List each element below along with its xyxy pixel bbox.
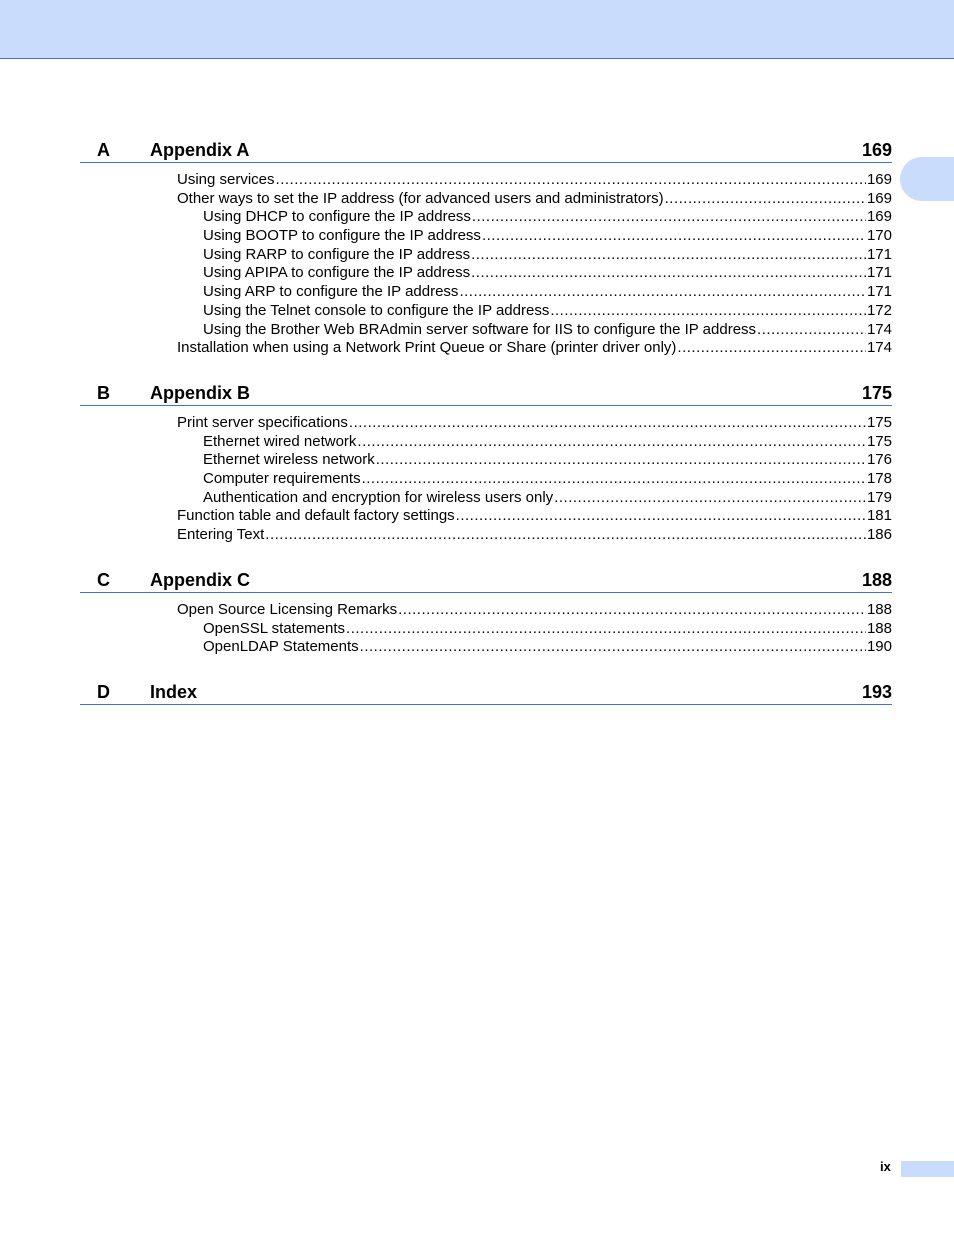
toc-entry-page: 169 xyxy=(866,171,892,188)
toc-entry-title: Using the Telnet console to configure the IP address xyxy=(203,301,550,319)
dot-leader xyxy=(456,507,866,526)
dot-leader xyxy=(349,414,866,433)
chapter-heading[interactable] xyxy=(80,135,892,163)
toc-entry-page: 188 xyxy=(866,601,892,618)
toc-entry-title: Using ARP to configure the IP address xyxy=(203,283,459,301)
dot-leader xyxy=(482,227,866,246)
toc-entry-page: 175 xyxy=(866,414,892,431)
toc-entry-title: Using APIPA to configure the IP address xyxy=(203,264,471,282)
toc-entry[interactable] xyxy=(80,321,892,340)
chapter-letter: A xyxy=(97,140,110,160)
toc-entry[interactable] xyxy=(80,470,892,489)
toc-entry[interactable] xyxy=(80,451,892,470)
dot-leader xyxy=(265,526,866,545)
toc-entry-title: Ethernet wireless network xyxy=(203,451,375,469)
toc-entry[interactable] xyxy=(80,433,892,452)
toc-entry[interactable] xyxy=(80,208,892,227)
toc-entry[interactable] xyxy=(80,171,892,190)
toc-entry[interactable] xyxy=(80,227,892,246)
dot-leader xyxy=(665,190,866,209)
toc-entry-list xyxy=(80,601,892,657)
toc-entry[interactable] xyxy=(80,264,892,283)
dot-leader xyxy=(357,433,866,452)
toc-entry-page: 169 xyxy=(866,208,892,226)
header-band xyxy=(0,0,954,59)
chapter-letter: C xyxy=(97,570,110,590)
chapter-title: Appendix B xyxy=(150,383,251,403)
toc-entry[interactable] xyxy=(80,489,892,508)
chapter-page-number: 175 xyxy=(861,383,892,403)
chapter-b xyxy=(80,378,892,545)
page-number: ix xyxy=(880,1159,891,1174)
chapter-a xyxy=(80,135,892,358)
chapter-c xyxy=(80,565,892,657)
chapter-page-number: 193 xyxy=(861,682,892,702)
toc-entry-page: 178 xyxy=(866,470,892,488)
chapter-heading[interactable] xyxy=(80,378,892,406)
dot-leader xyxy=(362,470,866,489)
toc-entry-page: 186 xyxy=(866,526,892,544)
toc-entry-title: Using RARP to configure the IP address xyxy=(203,245,471,263)
toc-entry-list xyxy=(80,414,892,545)
toc-entry-title: Installation when using a Network Print Queue or Share (printer driver only) xyxy=(177,339,677,357)
dot-leader xyxy=(554,489,866,508)
toc-entry-title: Ethernet wired network xyxy=(203,432,357,450)
chapter-page-number: 169 xyxy=(861,140,892,160)
dot-leader xyxy=(550,302,866,321)
toc-entry-list xyxy=(80,171,892,358)
chapter-d xyxy=(80,677,892,705)
toc-entry[interactable] xyxy=(80,638,892,657)
toc-entry-title: Other ways to set the IP address (for advanced users and administrators) xyxy=(177,189,664,207)
toc-entry[interactable] xyxy=(80,190,892,209)
chapter-letter: B xyxy=(97,383,110,403)
toc-entry[interactable] xyxy=(80,526,892,545)
toc-entry-title: Print server specifications xyxy=(177,414,348,431)
toc-entry[interactable] xyxy=(80,283,892,302)
toc-entry-title: OpenSSL statements xyxy=(203,619,346,637)
dot-leader xyxy=(346,620,866,639)
toc-entry-title: Using DHCP to configure the IP address xyxy=(203,208,471,226)
dot-leader xyxy=(398,601,866,620)
dot-leader xyxy=(459,283,866,302)
toc-entry-page: 169 xyxy=(866,189,892,207)
chapter-side-tab xyxy=(900,157,954,201)
footer-tab xyxy=(901,1161,954,1177)
toc-entry[interactable] xyxy=(80,246,892,265)
toc-entry-title: OpenLDAP Statements xyxy=(203,638,359,656)
dot-leader xyxy=(360,638,866,657)
toc-entry[interactable] xyxy=(80,601,892,620)
toc-entry-page: 188 xyxy=(866,619,892,637)
toc-entry[interactable] xyxy=(80,339,892,358)
toc-entry-page: 171 xyxy=(866,245,892,263)
toc-entry-title: Using the Brother Web BRAdmin server software for IIS to configure the IP address xyxy=(203,320,757,338)
dot-leader xyxy=(471,246,866,265)
toc-entry-title: Computer requirements xyxy=(203,470,361,488)
toc-entry-page: 190 xyxy=(866,638,892,656)
toc-entry-title: Using services xyxy=(177,171,275,188)
toc-entry-page: 170 xyxy=(866,227,892,245)
dot-leader xyxy=(376,451,866,470)
toc-entry-page: 174 xyxy=(866,320,892,338)
chapter-title: Appendix C xyxy=(150,570,251,590)
toc-entry[interactable] xyxy=(80,507,892,526)
toc-entry-page: 181 xyxy=(866,507,892,525)
toc-entry-page: 174 xyxy=(866,339,892,357)
toc-entry[interactable] xyxy=(80,302,892,321)
toc-entry-page: 175 xyxy=(866,432,892,450)
dot-leader xyxy=(276,171,866,190)
dot-leader xyxy=(471,264,866,283)
toc-entry-page: 171 xyxy=(866,264,892,282)
toc-entry-page: 179 xyxy=(866,488,892,506)
chapter-heading[interactable] xyxy=(80,565,892,593)
dot-leader xyxy=(677,339,866,358)
toc-entry-title: Using BOOTP to configure the IP address xyxy=(203,227,481,245)
chapter-title: Index xyxy=(150,682,198,702)
toc-entry[interactable] xyxy=(80,620,892,639)
dot-leader xyxy=(472,208,866,227)
toc-entry[interactable] xyxy=(80,414,892,433)
chapter-letter: D xyxy=(97,682,110,702)
chapter-page-number: 188 xyxy=(861,570,892,590)
toc-entry-title: Entering Text xyxy=(177,526,265,544)
toc-entry-title: Function table and default factory settings xyxy=(177,507,455,525)
chapter-title: Appendix A xyxy=(150,140,250,160)
dot-leader xyxy=(757,321,866,340)
toc-entry-page: 171 xyxy=(866,283,892,301)
toc-entry-title: Authentication and encryption for wireless users only xyxy=(203,488,554,506)
chapter-heading[interactable] xyxy=(80,677,892,705)
toc-entry-page: 172 xyxy=(866,301,892,319)
toc-entry-title: Open Source Licensing Remarks xyxy=(177,601,398,618)
toc-entry-page: 176 xyxy=(866,451,892,469)
